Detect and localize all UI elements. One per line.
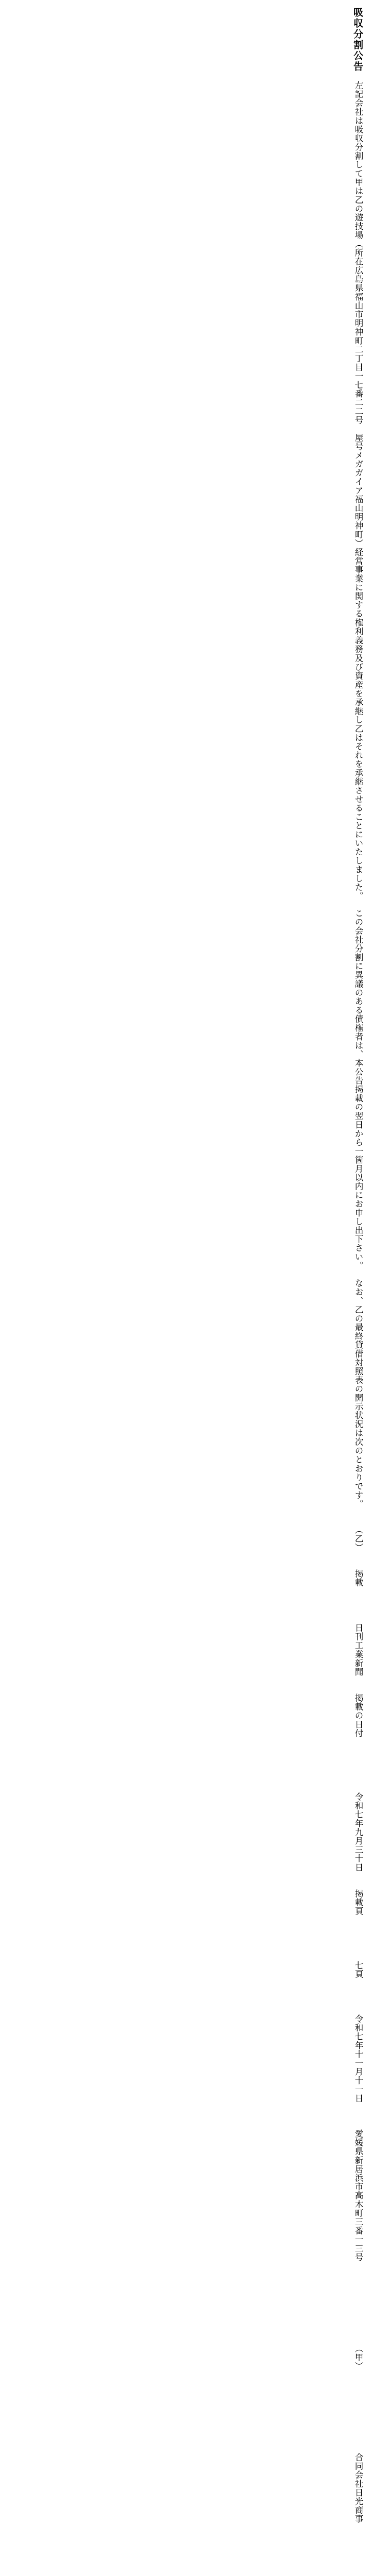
disclosure-entry-2-value: 令和七年九月三十日 [353,1792,363,1872]
disclosure-entry-3-label: 掲載頁 [353,1889,363,1916]
party-1-marker: （甲） [353,2344,363,2370]
party-1-name: 合同会社日光商事 [353,2452,363,2523]
body-line-1: 左記会社は吸収分割して甲は乙の遊技場（所在 [353,81,363,266]
vertical-notice-body [6,7,366,2523]
disclosure-entry-2-label: 掲載の日付 [353,1693,363,1738]
disclosure-label: 掲載 [353,1569,363,1587]
disclosure-entry-1-value: 日刊工業新聞 [353,1623,363,1676]
body-line-9: おりです。 [353,1464,363,1509]
notice-title: 吸収分割公告 [352,7,363,72]
body-line-7: 載の翌日から一箇月以内にお申し出下さい。 [353,1094,363,1270]
body-line-8: なお、乙の最終貸借対照表の開示状況は次のと [353,1279,363,1464]
disclosure-marker: （乙） [353,1526,363,1552]
body-line-6: この会社分割に異議のある債権者は、本公告掲 [353,909,363,1094]
body-line-4: 及び資産を承継し乙はそれを承継させることにい [353,653,363,848]
body-line-5: たしました。 [353,847,363,901]
party-1-role-title [351,2523,366,2576]
party-1-address: 愛媛県新居浜市高木町三番一三号 [353,2129,363,2262]
notice-date: 令和七年十一月十一日 [353,2014,363,2103]
body-line-3: ガガイア福山明神町）経営事業に関する権利義務 [353,460,363,654]
disclosure-entry-3-value: 七頁 [353,1960,363,1979]
body-line-2: 広島県福山市明神町二丁目一七番二二号 屋号メ [353,266,363,460]
